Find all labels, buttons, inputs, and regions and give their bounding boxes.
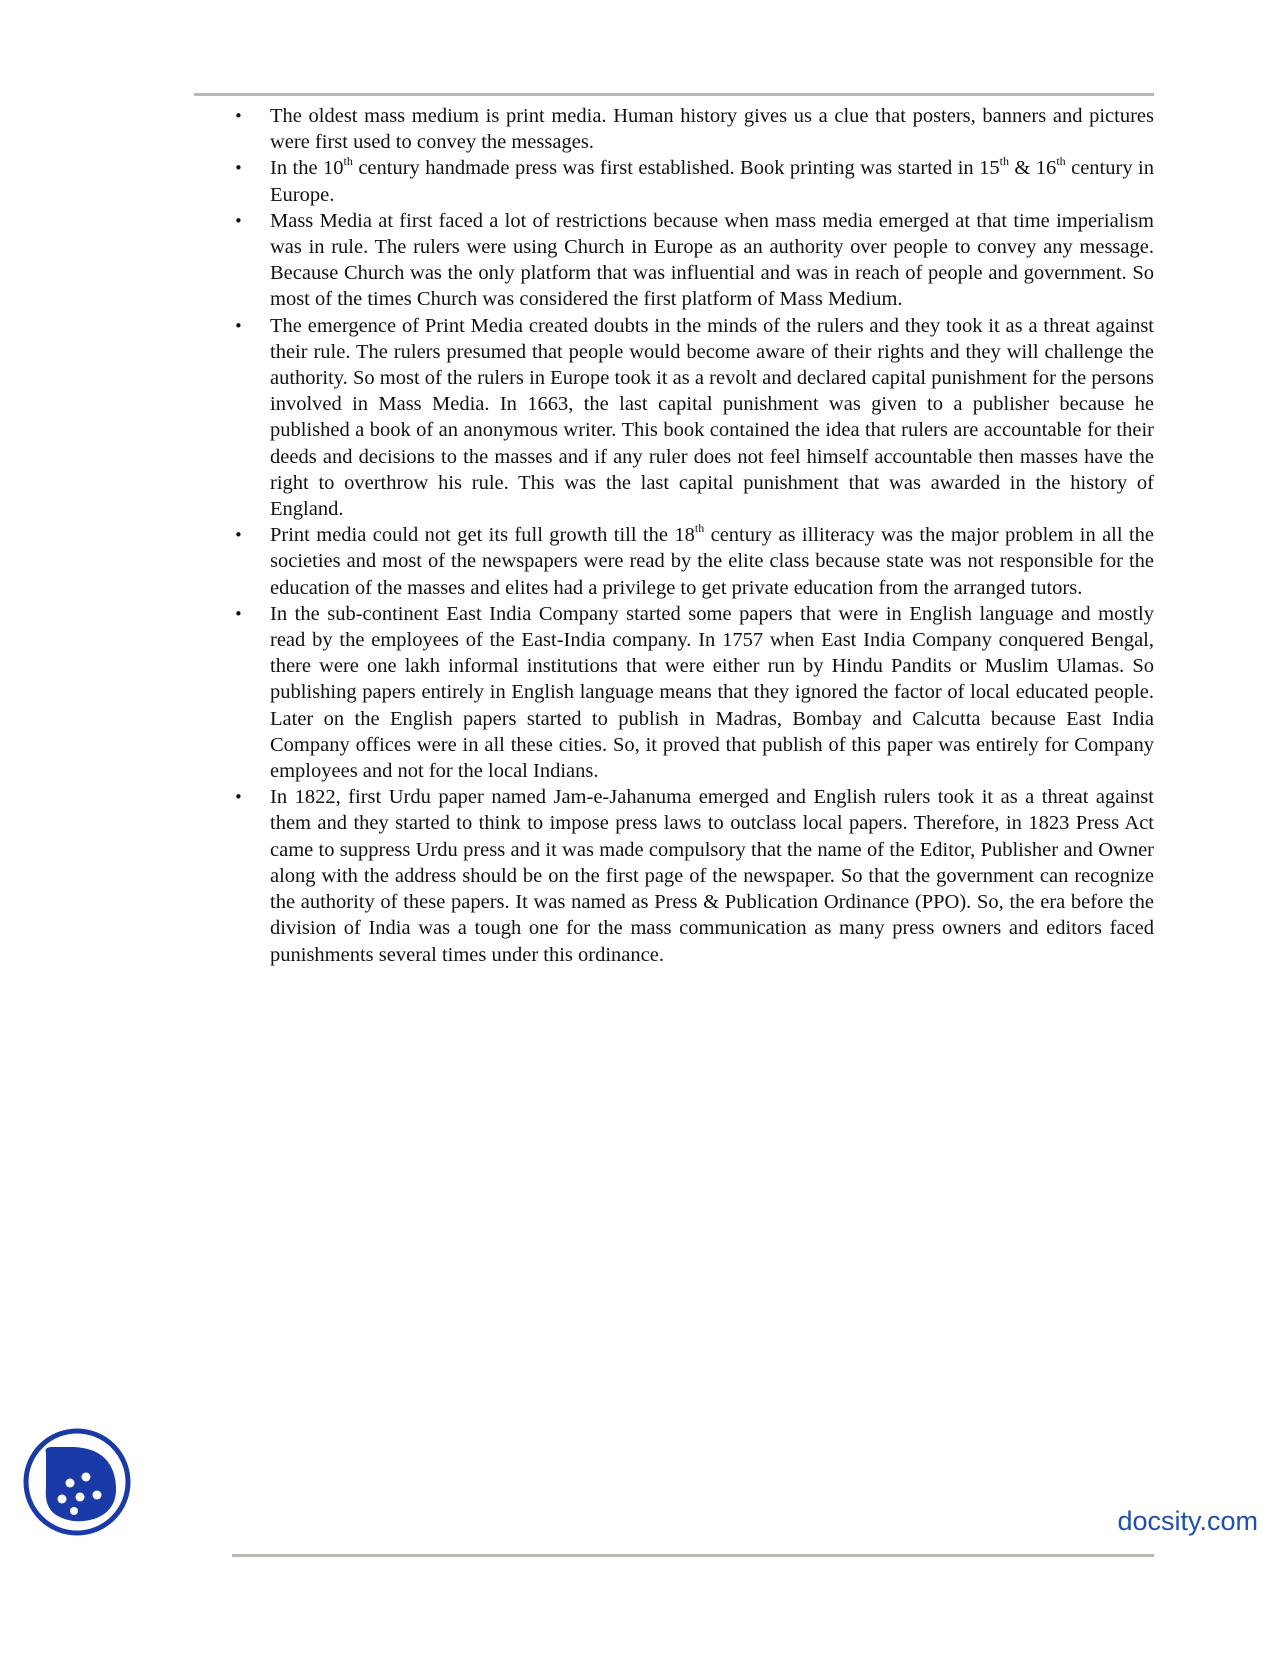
docsity-brand-link[interactable]: docsity.com xyxy=(1117,1506,1258,1536)
ordinal-superscript: th xyxy=(1056,154,1066,169)
bullet-text: The emergence of Print Media created doubts in the minds of the rulers and they took it as a threat against their rule. The rulers presumed that people would become aware of their rights and they will challenge the authority. So most of the rulers in Europe took it as a revolt and declared capital punishment for the persons involved in Mass Media. In 1663, the last capital punishment was given to a publisher because he published a book of an anonymous writer. This book contained the idea that rulers are accountable for their deeds and decisions to the masses and if any ruler does not feel himself accountable then masses have the right to overthrow his rule. This was the last capital punishment that was awarded in the history of England. xyxy=(270,314,1154,521)
bullet-item-urdu-paper xyxy=(230,784,1154,967)
bullet-text-part: Print media could not get its full growth till the 18 xyxy=(270,524,695,547)
ordinal-superscript: th xyxy=(999,154,1009,169)
bullet-icon: • xyxy=(234,788,243,807)
bullet-text-part: In the 10 xyxy=(270,157,344,180)
bullet-text-part: century handmade press was first established. Book printing was started in 15 xyxy=(352,157,1000,180)
bullet-text-part: century as illiteracy was the major problem in all the societies and most of the newspapers were read by the elite class because state was not responsible for the education of the masses and elites had a privilege to get private education from the arranged tutors. xyxy=(270,524,1155,599)
bullet-text: The oldest mass medium is print media. Human history gives us a clue that posters, banners and pictures were first used to convey the messages. xyxy=(270,105,1154,154)
bullet-icon: • xyxy=(234,211,243,230)
bullet-text-part: century in Europe. xyxy=(270,157,1154,206)
bullet-icon: • xyxy=(234,526,243,545)
bullet-item-print-media-doubts xyxy=(230,313,1154,523)
bullet-icon: • xyxy=(234,604,243,623)
bullet-text: In the sub-continent East India Company started some papers that were in English language and mostly read by the employees of the East-India company. In 1757 when East India Company conquered Bengal, there were one lakh informal institutions that were either run by Hindu Pandits or Muslim Ulamas. So publishing papers entirely in English language means that they ignored the factor of local educated people. Later on the English papers started to publish in Madras, Bombay and Calcutta because East India Company offices were in all these cities. So, it proved that publish of this paper was entirely for Company employees and not for the local Indians. xyxy=(270,602,1154,783)
bullet-item-printing-history xyxy=(230,155,1154,207)
docsity-logo-icon[interactable] xyxy=(22,1427,132,1537)
bullet-text: In 1822, first Urdu paper named Jam-e-Jahanuma emerged and English rulers took it as a threat against them and they started to think to impose press laws to outclass local papers. Therefore, in 1823 Press Act came to suppress Urdu press and it was made compulsory that the name of the Editor, Publisher and Owner along with the address should be on the first page of the newspaper. So that the government can recognize the authority of these papers. It was named as Press & Publication Ordinance (PPO). So, the era before the division of India was a tough one for the mass communication as many press owners and editors faced punishments several times under this ordinance. xyxy=(270,786,1154,966)
ordinal-superscript: th xyxy=(694,521,705,536)
bullet-icon: • xyxy=(234,316,243,335)
footer-divider xyxy=(232,1554,1154,1557)
ordinal-superscript: th xyxy=(343,154,353,169)
header-divider xyxy=(194,93,1154,96)
bullet-text: Mass Media at first faced a lot of restrictions because when mass media emerged at that time imperialism was in rule. The rulers were using Church in Europe as an authority over people to convey any message. Because Church was the only platform that was influential and was in reach of people and government. So most of the times Church was considered the first platform of Mass Medium. xyxy=(270,209,1154,311)
bullet-item-restrictions xyxy=(230,208,1154,313)
document-body xyxy=(230,103,1154,968)
bullet-text-part: & 16 xyxy=(1008,157,1057,180)
bullet-item-east-india-company xyxy=(230,601,1154,784)
bullet-list xyxy=(230,103,1154,968)
bullet-item-illiteracy xyxy=(230,522,1154,601)
bullet-icon: • xyxy=(234,107,243,125)
bullet-item-oldest-medium xyxy=(230,103,1154,155)
bullet-icon: • xyxy=(234,159,243,178)
